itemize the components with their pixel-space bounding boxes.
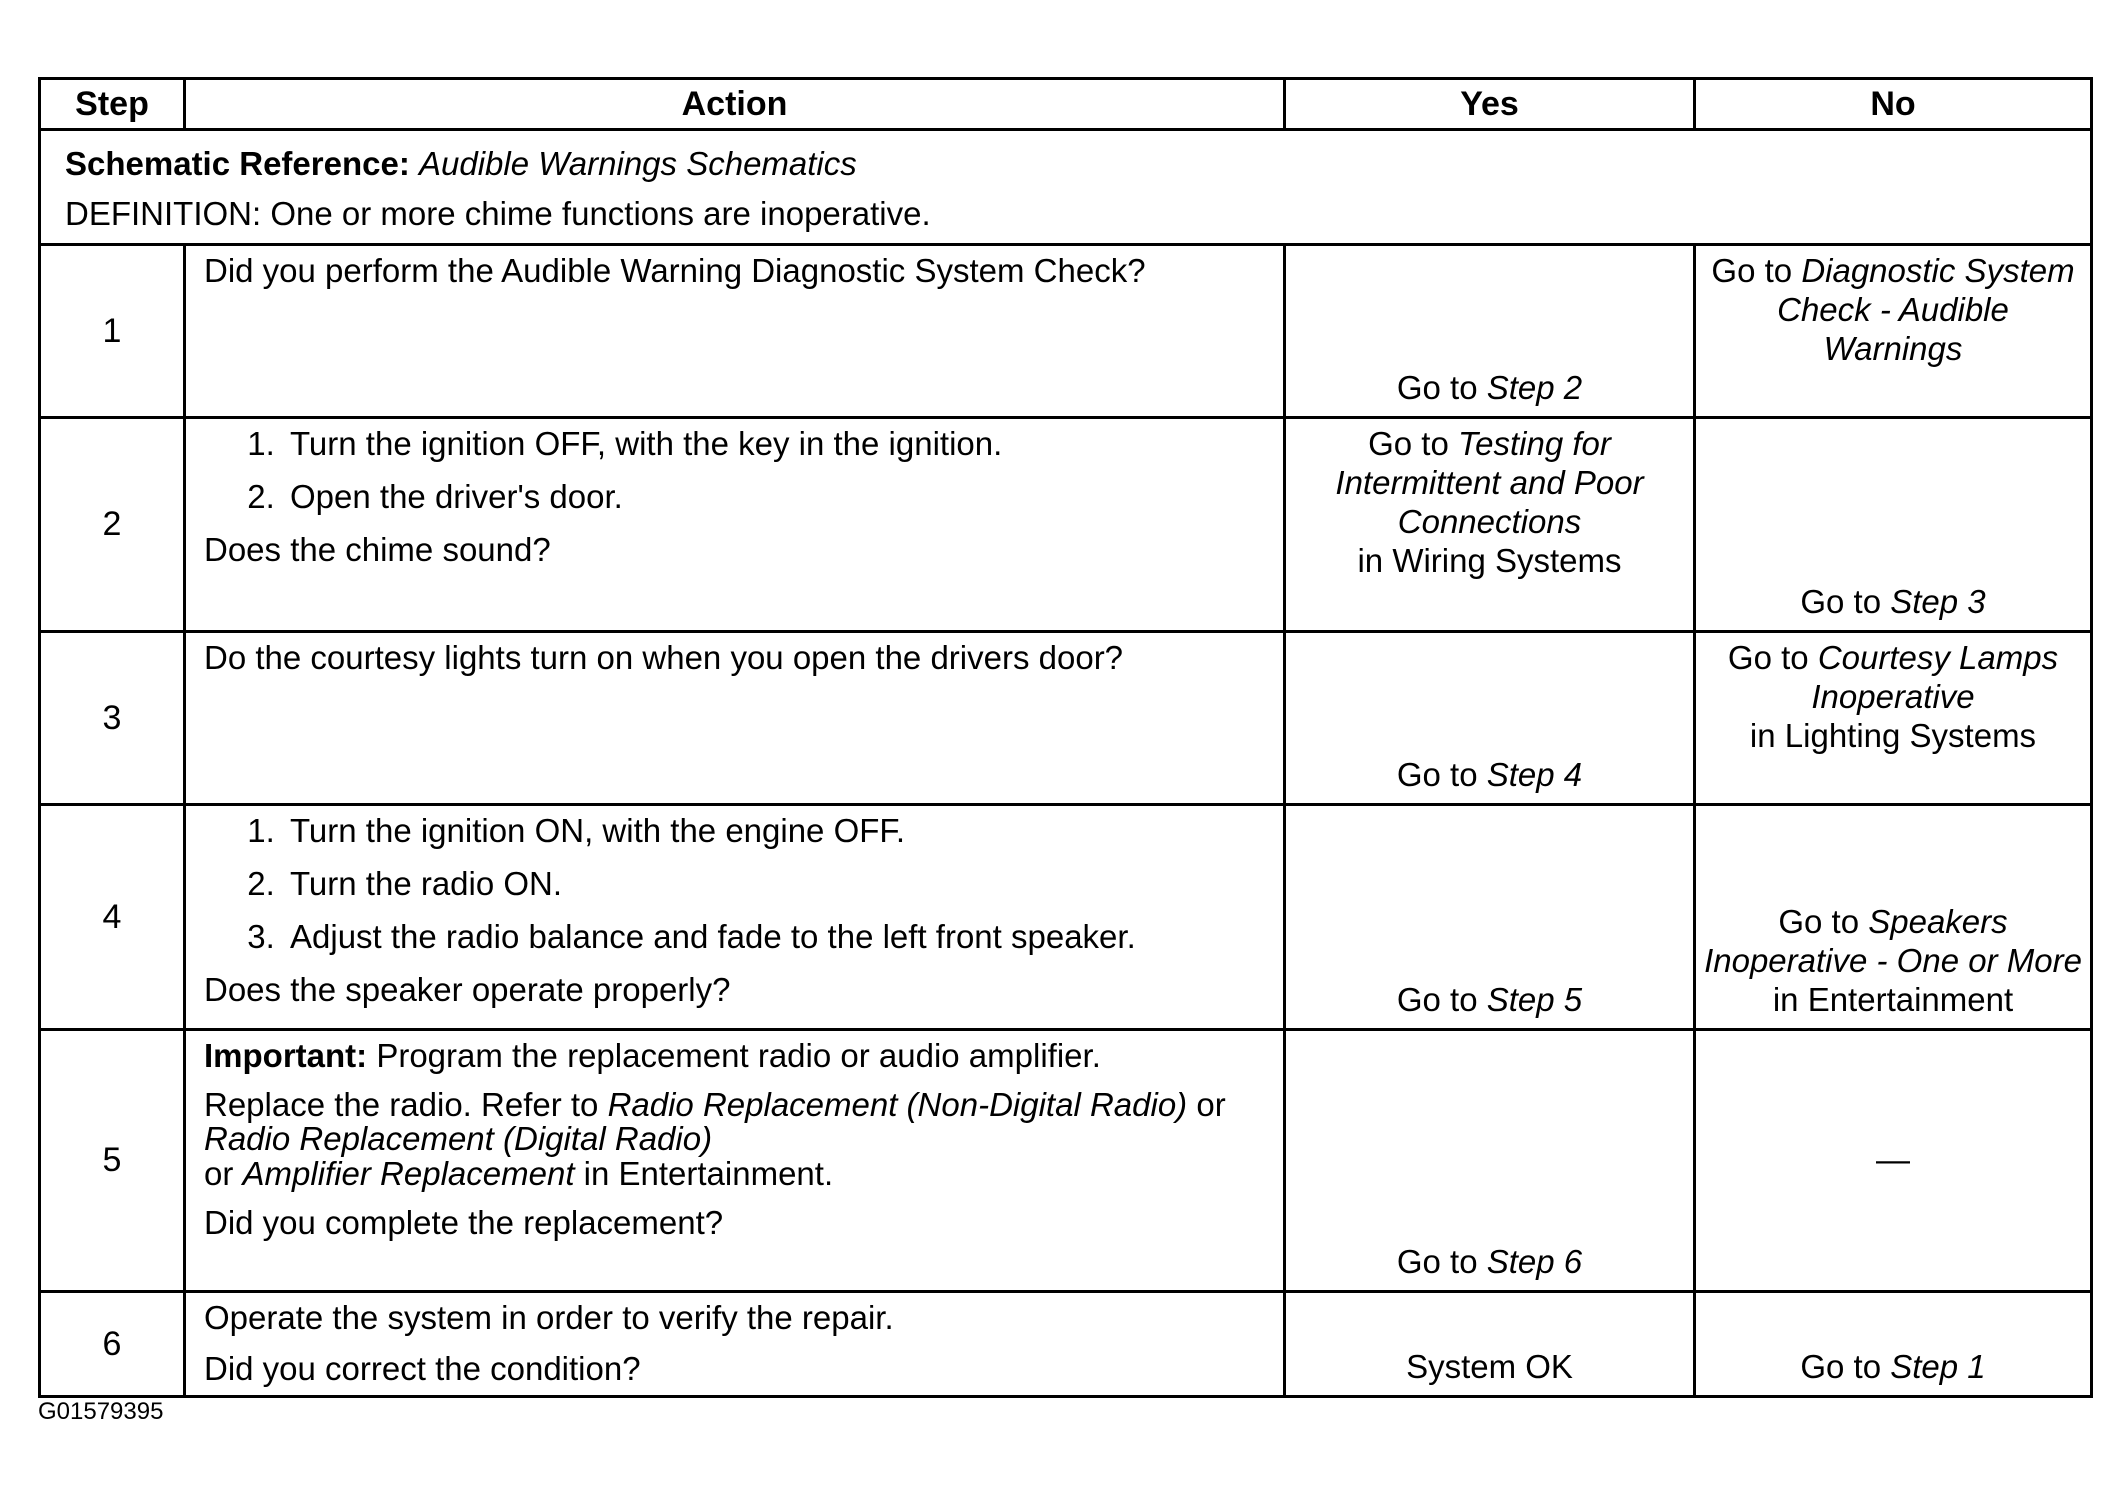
no-prefix: Go to (1727, 639, 1818, 676)
action-step: 1. Turn the ignition ON, with the engine OFF. (284, 812, 1265, 851)
yes-cell (1285, 1291, 1695, 1396)
step-number: 4 (40, 805, 185, 1030)
yes-prefix: Go to (1396, 980, 1487, 1018)
action-line: Operate the system in order to verify the repair. (204, 1298, 894, 1336)
action-question: Does the speaker operate properly? (204, 970, 731, 1008)
definition: DEFINITION: One or more chime functions are inoperative. (65, 195, 931, 232)
header-yes: Yes (1285, 79, 1695, 130)
yes-suffix: in Wiring Systems (1357, 541, 1622, 579)
reference-cell (40, 130, 2092, 245)
header-action: Action (185, 79, 1285, 130)
action-cell (185, 418, 1285, 632)
no-link[interactable]: Courtesy Lamps Inoperative (1811, 639, 2059, 715)
yes-cell (1285, 245, 1695, 418)
yes-prefix: Go to (1396, 369, 1487, 407)
step-number: 1 (40, 245, 185, 418)
replace-text: Replace the radio. Refer to (204, 1085, 608, 1123)
no-link[interactable]: Diagnostic System Check - Audible Warnings (1777, 252, 2075, 367)
step-number: 2 (40, 418, 185, 632)
table-row (40, 1291, 2092, 1396)
no-cell (1695, 245, 2092, 418)
action-question: Did you complete the replacement? (204, 1203, 724, 1241)
table-row (40, 245, 2092, 418)
action-step: 1. Turn the ignition OFF, with the key in the ignition. (284, 425, 1265, 464)
table-row (40, 632, 2092, 805)
yes-cell (1285, 1029, 1695, 1291)
replace-text: or (204, 1154, 243, 1192)
action-cell (185, 1291, 1285, 1396)
action-question: Does the chime sound? (204, 530, 551, 568)
figure-id: G01579395 (38, 1398, 164, 1425)
no-cell (1695, 418, 2092, 632)
action-cell (185, 245, 1285, 418)
no-link[interactable]: Speakers Inoperative - One or More (1704, 902, 2082, 979)
yes-cell (1285, 418, 1695, 632)
replace-text: in Entertainment. (574, 1154, 834, 1192)
action-cell (185, 632, 1285, 805)
step-number: 3 (40, 632, 185, 805)
action-step: 3. Adjust the radio balance and fade to the left front speaker. (284, 918, 1265, 957)
replace-link-digital[interactable]: Radio Replacement (Digital Radio) (204, 1120, 713, 1158)
no-prefix: Go to (1711, 252, 1802, 289)
no-suffix: in Lighting Systems (1749, 716, 2037, 754)
action-cell (185, 805, 1285, 1030)
no-cell (1695, 1291, 2092, 1396)
yes-cell (1285, 805, 1695, 1030)
no-suffix: in Entertainment (1772, 980, 2014, 1018)
schematic-reference-label: Schematic Reference: (65, 145, 410, 182)
action-question: Did you perform the Audible Warning Diagnostic System Check? (204, 252, 1146, 289)
reference-row (40, 130, 2092, 245)
action-question: Did you correct the condition? (204, 1349, 641, 1387)
schematic-reference-value: Audible Warnings Schematics (419, 145, 857, 182)
header-row (40, 79, 2092, 130)
no-link[interactable]: Step 3 (1890, 583, 1986, 621)
important-label: Important: (204, 1036, 368, 1074)
yes-prefix: Go to (1396, 756, 1487, 794)
action-step: 2. Open the driver's door. (284, 478, 1265, 517)
important-note (204, 1037, 1265, 1076)
table-row (40, 1029, 2092, 1291)
action-steps (204, 812, 1265, 957)
yes-prefix: Go to (1396, 1242, 1487, 1280)
schematic-reference (65, 139, 2066, 189)
action-step: 2. Turn the radio ON. (284, 865, 1265, 904)
yes-link[interactable]: Testing for Intermittent and Poor Connections (1335, 425, 1644, 540)
replace-instruction (204, 1085, 1265, 1192)
step-number: 5 (40, 1029, 185, 1291)
yes-prefix: Go to (1368, 425, 1458, 462)
yes-link[interactable]: Step 5 (1486, 980, 1583, 1018)
header-step: Step (40, 79, 185, 130)
replace-text: or (1187, 1085, 1226, 1123)
table-row (40, 805, 2092, 1030)
no-dash: — (1876, 1141, 1910, 1180)
no-prefix: Go to (1778, 902, 1869, 940)
action-question: Do the courtesy lights turn on when you open the drivers door? (204, 639, 1124, 676)
header-no: No (1695, 79, 2092, 130)
no-cell (1695, 1029, 2092, 1291)
yes-link[interactable]: Step 4 (1486, 756, 1583, 794)
yes-link[interactable]: Step 2 (1486, 369, 1583, 407)
no-prefix: Go to (1800, 1347, 1891, 1385)
yes-cell (1285, 632, 1695, 805)
step-number: 6 (40, 1291, 185, 1396)
yes-text: System OK (1406, 1347, 1573, 1385)
replace-link-non-digital[interactable]: Radio Replacement (Non-Digital Radio) (607, 1085, 1188, 1123)
action-steps (204, 425, 1265, 517)
no-cell (1695, 805, 2092, 1030)
yes-link[interactable]: Step 6 (1486, 1242, 1583, 1280)
table-row (40, 418, 2092, 632)
no-cell (1695, 632, 2092, 805)
replace-link-amplifier[interactable]: Amplifier Replacement (242, 1154, 575, 1192)
no-prefix: Go to (1800, 583, 1891, 621)
action-cell (185, 1029, 1285, 1291)
important-text: Program the replacement radio or audio amplifier. (367, 1036, 1101, 1074)
diagnostic-table (38, 77, 2093, 1398)
no-link[interactable]: Step 1 (1890, 1347, 1986, 1385)
